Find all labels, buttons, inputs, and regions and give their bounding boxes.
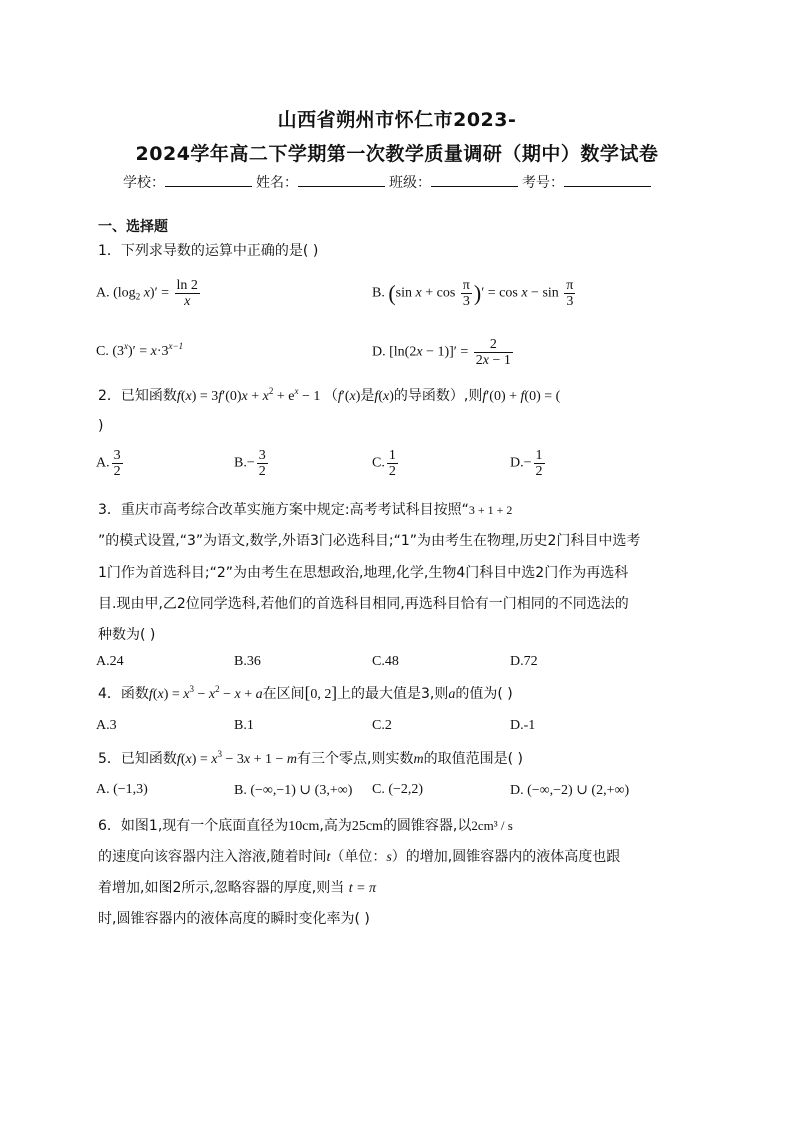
q3-line1-text: 3．重庆市高考综合改革实施方案中规定:高考考试科目按照“	[98, 502, 469, 518]
exam-title-line1: 山西省朔州市怀仁市2023-	[277, 109, 517, 131]
q5-suffix: 的取值范围是( )	[423, 751, 523, 767]
school-label: 学校：	[123, 175, 165, 191]
q1-d-fraction: $\frac{2}{2x - 1}$	[475, 337, 511, 368]
q4-prefix: 4．函数	[98, 686, 149, 702]
q4-option-c[interactable]: C.2	[372, 718, 392, 733]
q5-option-a[interactable]: A. (−1,3)	[96, 782, 148, 797]
q6-line2: 的速度向该容器内注入溶液,随着时间t（单位：s）的增加,圆锥容器内的液体高度也跟	[98, 849, 621, 865]
section-title: 一、选择题	[98, 219, 168, 235]
q1-option-d-label: D.	[372, 344, 386, 360]
q6-diameter: 10cm	[288, 819, 320, 834]
q3-line1	[98, 499, 512, 519]
q6-line4: 时,圆锥容器内的液体高度的瞬时变化率为( )	[98, 911, 370, 927]
q3-line4: 目.现由甲,乙2位同学选科,若他们的首选科目相同,再选科目恰有一门相同的不同选法的	[98, 596, 629, 612]
q2-stem-is: 是	[360, 388, 375, 404]
q5-option-c[interactable]: C. (−2,2)	[372, 782, 424, 797]
q6-line3-a: 着增加,如图2所示,忽略容器的厚度,则当	[98, 880, 345, 896]
q5-mid: 有三个零点,则实数	[297, 751, 414, 767]
q2-option-b-label: B.	[234, 455, 247, 471]
q3-option-a[interactable]: A.24	[96, 654, 124, 669]
q6-rate: 2cm³ / s	[471, 818, 513, 833]
q5-option-d[interactable]: D. (−∞,−2) ∪ (2,+∞)	[510, 783, 630, 798]
q6-line1-e: 的圆锥容器,以	[382, 818, 472, 834]
q1-option-b-label: B.	[372, 285, 385, 301]
q4-stem: 4．函数$f(x) = x^3 - x^2 - x + a$在区间[0, 2]上的最大值是3,则a的值为( )	[98, 683, 513, 702]
q3-option-b[interactable]: B.36	[234, 654, 261, 669]
q3-line2: ”的模式设置,“3”为语文,数学,外语3门必选科目;“1”为由考生在物理,历史2门科目中选考	[98, 533, 641, 549]
q2-option-b[interactable]: B.− $\frac{3}{2}$	[234, 448, 266, 479]
q4-option-b[interactable]: B.1	[234, 718, 254, 733]
q2-option-c-label: C.	[372, 455, 385, 471]
q1-a-fraction: $\frac{\ln 2}{x}$	[176, 278, 198, 309]
q3-option-d[interactable]: D.72	[510, 654, 538, 669]
q4-option-a[interactable]: A.3	[96, 718, 117, 733]
q3-line1-math: 3 + 1 + 2	[468, 503, 513, 517]
q6-height: 25cm	[351, 819, 383, 834]
q1-option-c-label: C.	[96, 344, 109, 359]
q6-time-value: t = π	[348, 881, 377, 896]
q4-option-d[interactable]: D.-1	[510, 718, 536, 733]
q2-option-d[interactable]: D.− $\frac{1}{2}$	[510, 448, 543, 479]
q6-line1-c: ,高为	[319, 818, 352, 834]
q2-c-fraction: $\frac{1}{2}$	[388, 448, 396, 479]
q1-option-b[interactable]: B. (sin x + cos $\frac{\pi}{3}$ )′ = cos x − sin $\frac{\pi}{3}$	[372, 278, 574, 309]
q2-stem-deriv: 的导函数）,则	[393, 388, 483, 404]
q2-stem-end: )	[98, 418, 104, 434]
q4-mid: 在区间	[262, 686, 305, 702]
q4-suffix2: 的值为( )	[455, 686, 513, 702]
q6-line3	[98, 877, 376, 897]
q1-option-a[interactable]: A. ($\log_2$ x)′ = $\frac{\ln 2}{x}$	[96, 278, 198, 309]
exam-no-blank[interactable]	[564, 174, 651, 187]
q6-line2-b: （单位：	[330, 849, 387, 865]
q5-stem: 5．已知函数$f(x) = x^3 - 3x + 1 - m$有三个零点,则实数m的取值范围是( )	[98, 749, 523, 767]
q1-b-fraction2: $\frac{\pi}{3}$	[566, 278, 574, 309]
q3-line3: 1门作为首选科目;“2”为由考生在思想政治,地理,化学,生物4门科目中选2门作为再选科	[98, 565, 629, 581]
q1-stem: 1．下列求导数的运算中正确的是( )	[98, 243, 319, 259]
q1-option-c[interactable]: C. $(3^x)' = x\cdot 3^{x-1}$	[96, 341, 184, 359]
student-info-fields	[123, 172, 655, 192]
q3-line5: 种数为( )	[98, 627, 156, 643]
exam-no-label: 考号：	[522, 175, 564, 191]
q2-stem-prefix: 2．已知函数	[98, 388, 177, 404]
school-blank[interactable]	[165, 174, 252, 187]
q2-stem-paren: （	[323, 388, 338, 404]
q6-line1-a: 6．如图1,现有一个底面直径为	[98, 818, 289, 834]
q5-option-b[interactable]: B. (−∞,−1) ∪ (3,+∞)	[234, 783, 353, 798]
q6-line2-a: 的速度向该容器内注入溶液,随着时间	[98, 849, 327, 865]
q2-a-fraction: $\frac{3}{2}$	[113, 448, 121, 479]
q2-option-c[interactable]	[372, 448, 400, 479]
q2-stem: 2．已知函数$f(x) = 3f'(0)x + x^2 + e^x - 1$ （f′(x)是f(x)的导函数）,则f′(0) + f(0) = (	[98, 386, 561, 404]
q6-line2-c: ）的增加,圆锥容器内的液体高度也跟	[391, 849, 621, 865]
q1-option-a-label: A.	[96, 285, 110, 301]
name-label: 姓名：	[256, 175, 298, 191]
q6-line1	[98, 815, 513, 835]
name-blank[interactable]	[298, 174, 385, 187]
exam-title-line2: 2024学年高二下学期第一次教学质量调研（期中）数学试卷	[135, 143, 659, 165]
q1-option-d[interactable]: D. [ln(2x − 1)]′ = $\frac{2}{2x - 1}$	[372, 337, 511, 368]
q5-prefix: 5．已知函数	[98, 751, 177, 767]
q3-option-c[interactable]: C.48	[372, 654, 399, 669]
q2-b-fraction: $\frac{3}{2}$	[258, 448, 266, 479]
q4-suffix1: 上的最大值是3,则	[336, 686, 449, 702]
q2-d-fraction: $\frac{1}{2}$	[535, 448, 543, 479]
q2-option-a[interactable]	[96, 448, 125, 479]
class-label: 班级：	[389, 175, 431, 191]
q2-option-d-label: D.	[510, 455, 524, 471]
q2-option-a-label: A.	[96, 455, 110, 471]
q1-b-fraction1: $\frac{\pi}{3}$	[462, 278, 470, 309]
class-blank[interactable]	[431, 174, 518, 187]
